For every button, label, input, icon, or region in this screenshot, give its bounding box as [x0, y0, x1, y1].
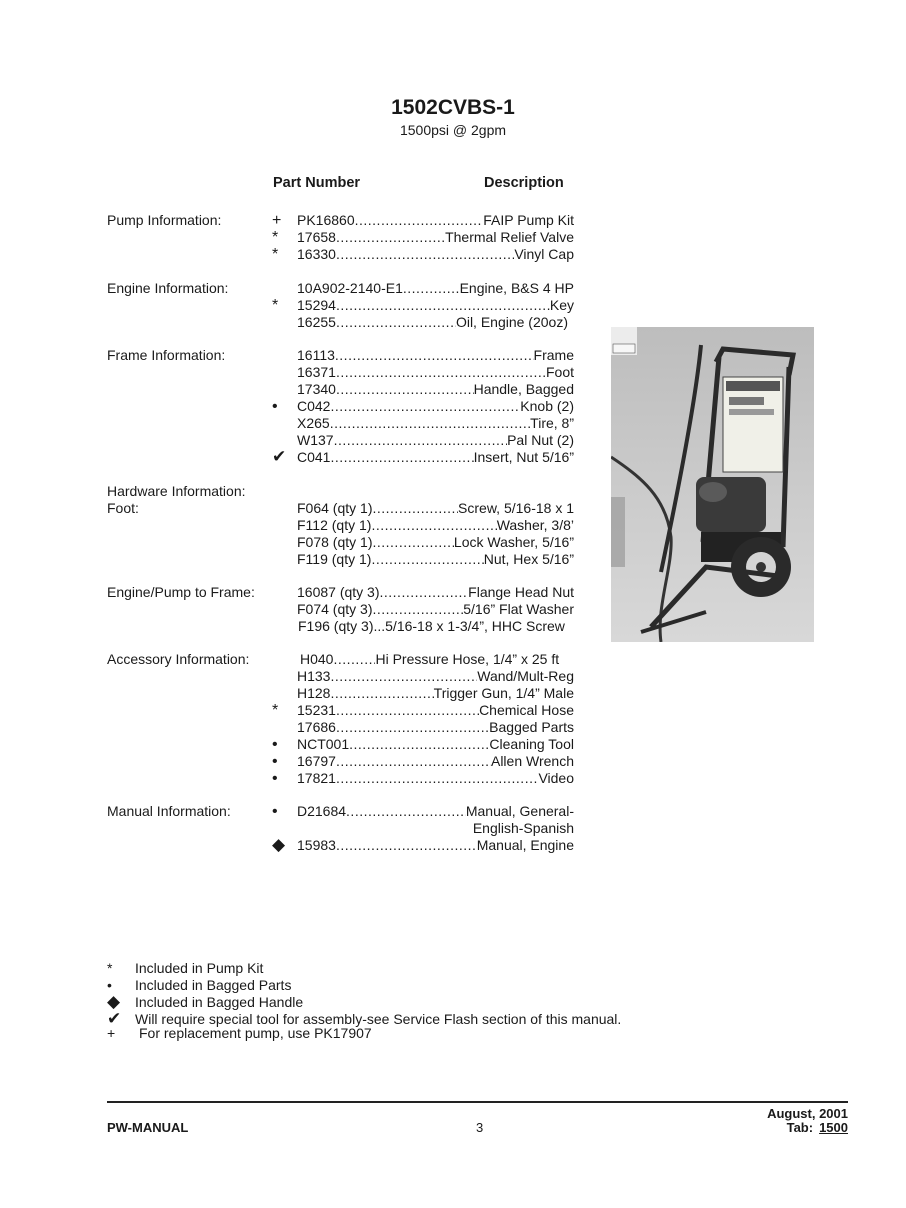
part-description: Thermal Relief Valve: [445, 229, 574, 245]
part-number: 15983: [297, 837, 336, 853]
parts-row: [272, 702, 574, 719]
parts-row: [272, 651, 574, 668]
pressure-washer-photo: [611, 327, 814, 642]
footnote-marker: *: [107, 960, 113, 976]
part-description: Lock Washer, 5/16”: [453, 534, 574, 550]
part-description: Foot: [545, 364, 574, 380]
footnote-text: Included in Bagged Handle: [135, 994, 304, 1010]
part-number: 15231: [297, 702, 336, 718]
parts-row: [272, 584, 574, 601]
parts-row: [272, 280, 574, 297]
parts-row: [272, 432, 574, 449]
row-marker: •: [272, 736, 278, 753]
column-header-description: Description: [484, 175, 564, 191]
parts-row: [272, 803, 574, 820]
part-number: W137: [297, 432, 334, 448]
part-description: Cleaning Tool: [489, 736, 574, 752]
part-description: Trigger Gun, 1/4” Male: [433, 685, 574, 701]
part-number: 10A902-2140-E1: [297, 280, 403, 296]
part-description: 5/16” Flat Washer: [463, 601, 574, 617]
part-description: Frame: [533, 347, 574, 363]
parts-row: [272, 449, 574, 466]
part-description: Vinyl Cap: [514, 246, 574, 262]
row-marker: •: [272, 398, 278, 415]
part-description: Insert, Nut 5/16”: [473, 449, 574, 465]
parts-row: [272, 685, 574, 702]
part-number: F064 (qty 1): [297, 500, 373, 516]
part-number: 16330: [297, 246, 336, 262]
page-number: 3: [476, 1120, 484, 1135]
part-description: Oil, Engine (20oz): [455, 314, 568, 330]
footnote-text: Included in Pump Kit: [135, 960, 264, 976]
part-number: 16797: [297, 753, 336, 769]
part-description: Nut, Hex 5/16”: [483, 551, 574, 567]
part-number: 16087 (qty 3): [297, 584, 380, 600]
part-number: 17340: [297, 381, 336, 397]
column-header-part-number: Part Number: [273, 175, 361, 191]
parts-row: [272, 534, 574, 551]
parts-row: [272, 314, 568, 331]
row-marker: •: [272, 803, 278, 820]
part-number: F078 (qty 1): [297, 534, 373, 550]
parts-row: [272, 364, 574, 381]
screw-line: F196 (qty 3)...5/16-18 x 1-3/4”, HHC Screw: [298, 618, 565, 634]
part-description: Wand/Mult-Reg: [477, 668, 574, 684]
part-number: 16371: [297, 364, 336, 380]
check-icon: ✔: [272, 447, 287, 466]
part-description: Pal Nut (2): [507, 432, 574, 448]
parts-row: [272, 719, 574, 736]
parts-row: [272, 415, 574, 432]
section-label-hardware: Hardware Information:: [107, 483, 246, 499]
parts-row: [272, 381, 574, 398]
part-number: 17821: [297, 770, 336, 786]
footnote-marker: •: [107, 977, 112, 993]
parts-row: [272, 517, 574, 534]
footnote-text: Included in Bagged Parts: [135, 977, 292, 993]
part-description: Flange Head Nut: [468, 584, 574, 600]
part-description: Engine, B&S 4 HP: [459, 280, 574, 296]
part-number: 15294: [297, 297, 336, 313]
footer-tab: [787, 1120, 848, 1135]
part-number: F119 (qty 1): [297, 551, 372, 567]
part-number: F074 (qty 3): [297, 601, 373, 617]
part-description: Key: [549, 297, 574, 313]
parts-row: [272, 668, 574, 685]
part-description: Manual, Engine: [476, 837, 574, 853]
parts-row: [272, 736, 574, 753]
section-label-engine-pump-frame: Engine/Pump to Frame:: [107, 584, 255, 600]
model-title: 1502CVBS-1: [391, 96, 515, 119]
part-description: Handle, Bagged: [473, 381, 574, 397]
tab-value: 1500: [819, 1120, 848, 1135]
row-marker: *: [272, 229, 279, 246]
parts-row: [272, 297, 574, 314]
footnote-text: Will require special tool for assembly-see Service Flash section of this manual.: [135, 1011, 622, 1027]
part-number: H133: [297, 668, 331, 684]
parts-row-continuation: [272, 820, 574, 837]
parts-row: [272, 601, 574, 618]
parts-row: [272, 212, 574, 229]
check-icon: ✔: [107, 1009, 122, 1028]
part-number: D21684: [297, 803, 347, 819]
section-label-pump: Pump Information:: [107, 212, 222, 228]
parts-row: [272, 347, 574, 364]
section-label-manual: Manual Information:: [107, 803, 231, 819]
parts-row: [272, 246, 574, 263]
part-number: H128: [297, 685, 331, 701]
row-marker: •: [272, 770, 278, 787]
tab-label: Tab:: [786, 1120, 814, 1135]
part-description: FAIP Pump Kit: [483, 212, 574, 228]
parts-row: [272, 398, 574, 415]
parts-row: [272, 837, 574, 854]
part-description: Hi Pressure Hose, 1/4” x 25 ft: [375, 651, 560, 667]
pressure-rating: 1500psi @ 2gpm: [399, 122, 507, 138]
part-number: PK16860: [297, 212, 355, 228]
part-number: 17686: [297, 719, 336, 735]
part-number: 16113: [297, 347, 335, 363]
part-description: Chemical Hose: [479, 702, 574, 718]
row-marker: *: [272, 246, 279, 263]
parts-row: [272, 229, 574, 246]
part-number: C042: [297, 398, 331, 414]
row-marker: +: [272, 212, 282, 229]
section-label-engine: Engine Information:: [107, 280, 229, 296]
diamond-icon: ◆: [107, 992, 121, 1011]
part-number: X265: [297, 415, 330, 431]
row-marker: •: [272, 753, 278, 770]
part-number: 16255: [297, 314, 336, 330]
part-description: Tire, 8”: [530, 415, 574, 431]
footer-manual-name: PW-MANUAL: [107, 1120, 189, 1135]
part-description: Screw, 5/16-18 x 1: [458, 500, 574, 516]
part-description: Bagged Parts: [489, 719, 574, 735]
part-description: Manual, General-: [465, 803, 574, 819]
part-number: C041: [297, 449, 331, 465]
part-number: F112 (qty 1): [297, 517, 372, 533]
section-sublabel-foot: Foot:: [107, 500, 139, 516]
footnote-text: For replacement pump, use PK17907: [139, 1025, 372, 1041]
part-description: Allen Wrench: [490, 753, 574, 769]
parts-row: [272, 753, 574, 770]
section-label-frame: Frame Information:: [107, 347, 226, 363]
part-number: H040: [300, 651, 334, 667]
diamond-icon: ◆: [272, 835, 286, 854]
parts-row: [272, 618, 574, 635]
part-description: Washer, 3/8’: [496, 517, 574, 533]
section-label-accessory: Accessory Information:: [107, 651, 250, 667]
parts-row: [272, 551, 574, 568]
part-description: Video: [538, 770, 574, 786]
part-description: Knob (2): [520, 398, 574, 414]
footer-date: August, 2001: [767, 1106, 848, 1121]
part-number: 17658: [297, 229, 336, 245]
part-number: NCT001: [297, 736, 350, 752]
parts-row: [272, 770, 574, 787]
pressure-washer-illustration: [611, 327, 814, 642]
parts-row: [272, 500, 574, 517]
row-marker: *: [272, 702, 279, 719]
footer-divider: [107, 1101, 848, 1103]
part-description-continuation: English-Spanish: [472, 820, 574, 836]
footnote-marker: +: [107, 1025, 116, 1041]
row-marker: *: [272, 297, 279, 314]
